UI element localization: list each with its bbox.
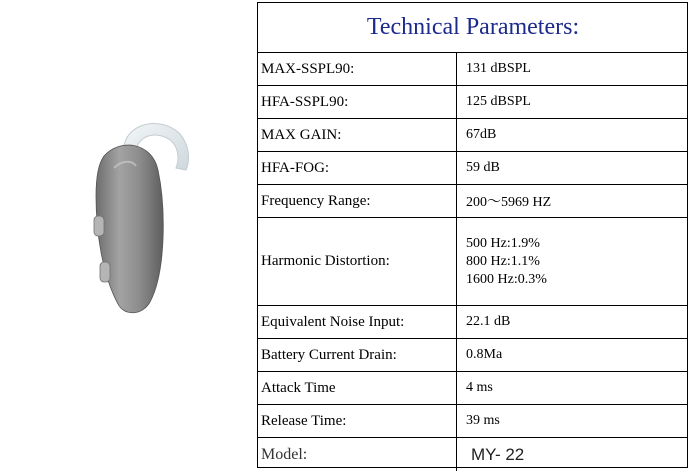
param-value: 39 ms bbox=[466, 413, 500, 428]
table-row bbox=[258, 438, 688, 471]
param-value: 0.8Ma bbox=[466, 347, 503, 362]
table-row bbox=[258, 405, 688, 438]
param-label: Attack Time bbox=[258, 372, 457, 404]
device-body bbox=[96, 145, 163, 313]
page-title: Technical Parameters: bbox=[258, 2, 688, 53]
param-label: Harmonic Distortion: bbox=[258, 218, 457, 305]
model-value: MY- 22 bbox=[471, 444, 525, 464]
param-value: 67dB bbox=[466, 127, 497, 142]
param-value: 131 dBSPL bbox=[466, 61, 531, 76]
parameter-rows bbox=[258, 53, 688, 471]
table-row bbox=[258, 218, 688, 306]
harmonic-line: 500 Hz:1.9% bbox=[466, 235, 540, 251]
product-image-cell bbox=[2, 2, 258, 468]
param-label: Release Time: bbox=[258, 405, 457, 437]
param-label: HFA-FOG: bbox=[258, 152, 457, 184]
param-value: 125 dBSPL bbox=[466, 94, 531, 109]
volume-button bbox=[100, 262, 110, 282]
param-value: 59 dB bbox=[466, 160, 500, 175]
hearing-aid-image bbox=[62, 112, 202, 352]
param-label: MAX-SSPL90: bbox=[258, 53, 457, 85]
table-row bbox=[258, 53, 688, 86]
param-value: 22.1 dB bbox=[466, 314, 511, 329]
param-label: Equivalent Noise Input: bbox=[258, 306, 457, 338]
param-label: Battery Current Drain: bbox=[258, 339, 457, 371]
harmonic-line: 1600 Hz:0.3% bbox=[466, 271, 547, 287]
table-row bbox=[258, 185, 688, 218]
param-label: MAX GAIN: bbox=[258, 119, 457, 151]
table-row bbox=[258, 119, 688, 152]
table-row bbox=[258, 372, 688, 405]
param-value: 4 ms bbox=[466, 380, 493, 395]
table-row bbox=[258, 152, 688, 185]
harmonic-values bbox=[457, 218, 688, 305]
table-row bbox=[258, 306, 688, 339]
param-label: Frequency Range: bbox=[258, 185, 457, 217]
program-button bbox=[94, 216, 104, 236]
param-label: HFA-SSPL90: bbox=[258, 86, 457, 118]
table-row bbox=[258, 339, 688, 372]
param-value: 200～5969 HZ bbox=[466, 195, 552, 210]
model-label: Model: bbox=[258, 438, 457, 471]
table-row bbox=[258, 86, 688, 119]
harmonic-line: 800 Hz:1.1% bbox=[466, 253, 540, 269]
